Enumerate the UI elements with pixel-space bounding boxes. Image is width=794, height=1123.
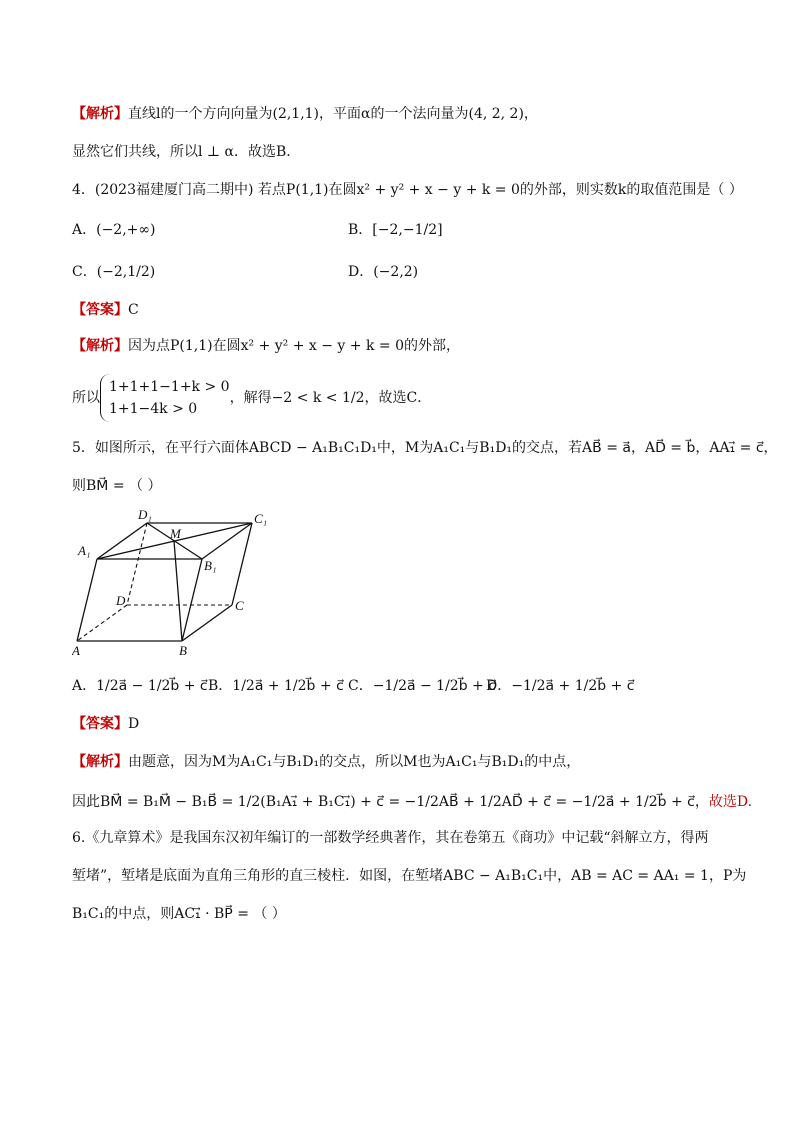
q5-option-d: D．−1/2a⃗ + 1/2b⃗ + c⃗ [486,678,635,694]
q4-option-c: C．(−2,1/2) [72,264,156,280]
q5-option-a: A．1/2a⃗ − 1/2b⃗ + c⃗ [72,678,208,694]
q4-option-b: B．[−2,−1/2] [348,222,443,238]
q4-case2: 1+1−4k > 0 [109,401,198,417]
q5-option-b: B．1/2a⃗ + 1/2b⃗ + c⃗ [208,678,344,694]
q5-stem-line1: 5．如图所示，在平行六面体ABCD − A₁B₁C₁D₁中，M为A₁C₁与B₁D₁的交点，若AB⃗ = a⃗，AD⃗ = b⃗，AA₁⃗ = c⃗， [72,440,778,456]
label-d: D [116,593,126,608]
label-c1: C₁ [254,511,268,526]
q4-answer: C [128,302,139,318]
label-a1: A₁ [78,543,91,558]
q4-analysis-tag: 【解析】 [72,338,128,354]
q4-cases-brace [100,374,230,422]
q5-answer: D [128,716,140,732]
q5-analysis-tag: 【解析】 [72,754,128,770]
edge-aa1 [77,559,97,641]
q4-so-prefix: 所以 [72,390,100,406]
q4-answer-tag: 【答案】 [72,302,128,318]
q6-line3: B₁C₁的中点，则AC₁⃗ · BP⃗ = （ ） [72,906,286,922]
q5-analysis-text2: 因此BM⃗ = B₁M⃗ − B₁B⃗ = 1/2(B₁A₁⃗ + B₁C₁⃗) + c⃗ = −1/2AB⃗ + 1/2AD⃗ + c⃗ = −1/2a⃗ + 1/2b⃗ + c⃗， [72,794,709,810]
parallelepiped-figure [72,505,272,665]
q5-answer-line [72,714,139,734]
q5-stem-line2: 则BM⃗ = （ ） [72,478,162,494]
q4-analysis-system [72,374,431,422]
q3-analysis-line1 [72,104,538,124]
q5-option-c: C．−1/2a⃗ − 1/2b⃗ + c⃗ [348,678,496,694]
q6-line1: 6.《九章算术》是我国东汉初年编订的一部数学经典著作，其在卷第五《商功》中记载“斜解立方，得两 [72,830,709,846]
q4-answer-line [72,300,139,320]
q5-analysis-line1 [72,752,580,772]
q4-analysis-line1 [72,336,460,356]
q3-analysis-line2: 显然它们共线，所以l ⊥ α．故选B． [72,144,301,160]
q4-option-d: D．(−2,2) [348,264,419,280]
label-b1: B₁ [204,558,217,573]
label-d1: D₁ [138,507,152,522]
q6-line2: 堑堵”，堑堵是底面为直角三角形的直三棱柱．如图，在堑堵ABC − A₁B₁C₁中，AB = AC = AA₁ = 1，P为 [72,868,747,884]
q3-analysis-text1: 直线l的一个方向向量为(2,1,1)，平面α的一个法向量为(4, 2, 2)， [128,106,538,122]
label-m: M [170,526,181,541]
q5-analysis-line2 [72,792,752,812]
q4-analysis-text1: 因为点P(1,1)在圆x² + y² + x − y + k = 0的外部， [128,338,460,354]
q5-analysis-choice: 故选D. [708,794,753,810]
q5-answer-tag: 【答案】 [72,716,128,732]
q4-case1: 1+1+1−1+k > 0 [109,379,230,395]
q4-option-a: A．(−2,+∞) [72,222,156,238]
label-c: C [235,598,244,613]
segment-bm [174,541,182,641]
q4-stem: 4．(2023福建厦门高二期中) 若点P(1,1)在圆x² + y² + x − y + k = 0的外部，则实数k的取值范围是（ ） [72,182,743,198]
q5-analysis-text1: 由题意，因为M为A₁C₁与B₁D₁的交点，所以M也为A₁C₁与B₁D₁的中点， [128,754,581,770]
label-b: B [179,643,187,658]
q3-analysis-tag: 【解析】 [72,106,128,122]
label-a: A [72,643,80,658]
q4-conclusion: ，解得−2 < k < 1/2，故选C． [229,390,432,406]
